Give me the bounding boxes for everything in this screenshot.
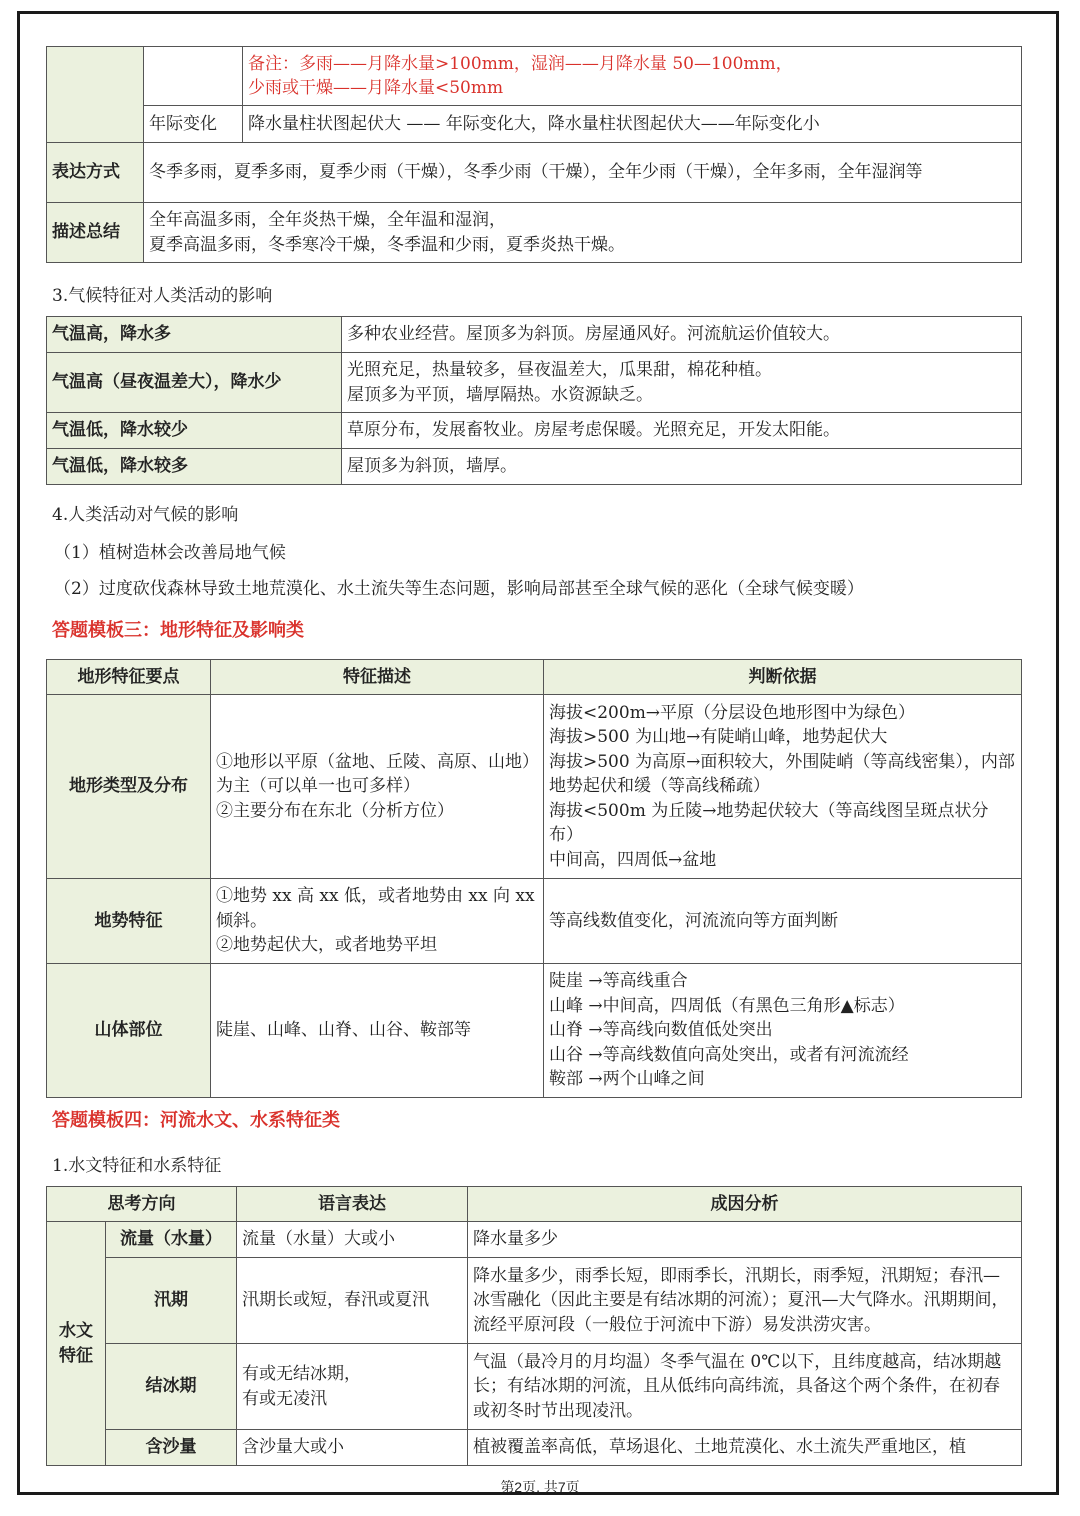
terrain-row-desc: 陡崖、山峰、山脊、山谷、鞍部等 [211, 964, 544, 1098]
section4-title: 4.人类活动对气候的影响 [52, 505, 239, 525]
impact-row-label: 气温低，降水较少 [47, 413, 342, 449]
summary-label: 描述总结 [47, 203, 144, 263]
impact-line: 屋顶多为斜顶，墙厚。 [347, 456, 517, 477]
impact-line: 草原分布，发展畜牧业。房屋考虑保暖。光照充足，开发太阳能。 [347, 420, 840, 441]
note-line-2: 少雨或干燥——月降水量<50mm [248, 78, 504, 98]
template4-heading: 答题模板四：河流水文、水系特征类 [52, 1110, 340, 1131]
hydro-row-label: 流量（水量） [106, 1222, 237, 1258]
hydro-row-expr: 汛期长或短，春汛或夏汛 [237, 1258, 468, 1344]
hydro-row-label: 含沙量 [106, 1430, 237, 1466]
impact-line: 光照充足，热量较多，昼夜温差大，瓜果甜，棉花种植。 [347, 360, 772, 380]
hydro-group-label: 水文 特征 [47, 1222, 106, 1466]
terrain-row-basis: 陡崖 →等高线重合 山峰 →中间高，四周低（有黑色三角形▲标志） 山脊 →等高线向数值低处突出 山谷 →等高线数值向高处突出，或者有河流流经 鞍部 →两个山峰之间 [544, 964, 1022, 1098]
impact-row-text [342, 449, 1022, 485]
template4-subtitle: 1.水文特征和水系特征 [52, 1156, 222, 1176]
impact-row-text [342, 353, 1022, 413]
impact-row-text [342, 317, 1022, 353]
note-line-1: 备注：多雨——月降水量>100mm，湿润——月降水量 50—100mm， [248, 53, 793, 74]
impact-line: 屋顶多为平顶，墙厚隔热。水资源缺乏。 [347, 384, 653, 405]
table1-left-cell [47, 47, 144, 143]
hydro-row-label: 结冰期 [106, 1344, 237, 1430]
hydro-row-cause: 气温（最冷月的月均温）冬季气温在 0℃以下，且纬度越高，结冰期越长；有结冰期的河流，且从低纬向高纬流，具备这个两个条件，在初春或初冬时节出现凌汛。 [468, 1344, 1022, 1430]
impact-row-text [342, 413, 1022, 449]
terrain-row-basis: 海拔<200m→平原（分层设色地形图中为绿色） 海拔>500 为山地→有陡峭山峰，地势起伏大 海拔>500 为高原→面积较大，外围陡峭（等高线密集），内部地势起伏和缓（等高线稀疏） 海拔<500m 为丘陵→地势起伏较大（等高线图呈斑点状分布） 中间高，四周低→盆地 [544, 695, 1022, 879]
hydro-header: 成因分析 [468, 1187, 1022, 1222]
terrain-row-label: 地形类型及分布 [47, 695, 211, 879]
hydro-row-cause: 降水量多少，雨季长短，即雨季长，汛期长，雨季短，汛期短；春汛—冰雪融化（因此主要是有结冰期的河流）；夏汛—大气降水。汛期期间，流经平原河段（一般位于河流中下游）易发洪涝灾害。 [468, 1258, 1022, 1344]
interannual-label: 年际变化 [144, 106, 243, 143]
hydrology-table [46, 1186, 1022, 1466]
terrain-row-label: 山体部位 [47, 964, 211, 1098]
section3-title: 3.气候特征对人类活动的影响 [52, 286, 273, 306]
terrain-header: 地形特征要点 [47, 660, 211, 695]
table1-note-blank [144, 47, 243, 106]
page-footer: 第2页, 共7页 [500, 1479, 580, 1495]
impact-row-label: 气温低，降水较多 [47, 449, 342, 485]
template3-heading: 答题模板三：地形特征及影响类 [52, 620, 304, 641]
hydro-row-cause: 降水量多少 [468, 1222, 1022, 1258]
hydro-row-expr: 含沙量大或小 [237, 1430, 468, 1466]
terrain-table [46, 659, 1022, 1098]
climate-table [46, 46, 1022, 263]
impact-row-label: 气温高（昼夜温差大），降水少 [47, 353, 342, 413]
hydro-header: 语言表达 [237, 1187, 468, 1222]
climate-impact-table [46, 316, 1022, 485]
hydro-row-cause: 植被覆盖率高低，草场退化、土地荒漠化、水土流失严重地区，植 [468, 1430, 1022, 1466]
impact-line: 多种农业经营。屋顶多为斜顶。房屋通风好。河流航运价值较大。 [347, 324, 840, 345]
summary-line-1: 全年高温多雨，全年炎热干燥，全年温和湿润， [149, 210, 506, 230]
terrain-row-desc: ①地形以平原（盆地、丘陵、高原、山地）为主（可以单一也可多样） ②主要分布在东北（分析方位） [211, 695, 544, 879]
impact-row-label: 气温高，降水多 [47, 317, 342, 353]
note-cell [243, 47, 1022, 106]
section4-item-2: （2）过度砍伐森林导致土地荒漠化、水土流失等生态问题，影响局部甚至全球气候的恶化（全球气候变暖） [54, 579, 864, 599]
expression-text: 冬季多雨，夏季多雨，夏季少雨（干燥），冬季少雨（干燥），全年少雨（干燥），全年多雨，全年湿润等 [144, 143, 1022, 203]
summary-line-2: 夏季高温多雨，冬季寒冷干燥，冬季温和少雨，夏季炎热干燥。 [149, 234, 625, 255]
interannual-text: 降水量柱状图起伏大 —— 年际变化大，降水量柱状图起伏大——年际变化小 [243, 106, 1022, 143]
section4-item-1: （1）植树造林会改善局地气候 [54, 543, 286, 563]
terrain-row-label: 地势特征 [47, 879, 211, 964]
terrain-row-basis: 等高线数值变化，河流流向等方面判断 [544, 879, 1022, 964]
terrain-header: 特征描述 [211, 660, 544, 695]
hydro-row-expr: 有或无结冰期， 有或无凌汛 [237, 1344, 468, 1430]
hydro-row-label: 汛期 [106, 1258, 237, 1344]
terrain-header: 判断依据 [544, 660, 1022, 695]
terrain-row-desc: ①地势 xx 高 xx 低，或者地势由 xx 向 xx 倾斜。 ②地势起伏大，或者地势平坦 [211, 879, 544, 964]
hydro-header: 思考方向 [47, 1187, 237, 1222]
summary-text [144, 203, 1022, 263]
expression-label: 表达方式 [47, 143, 144, 203]
hydro-row-expr: 流量（水量）大或小 [237, 1222, 468, 1258]
